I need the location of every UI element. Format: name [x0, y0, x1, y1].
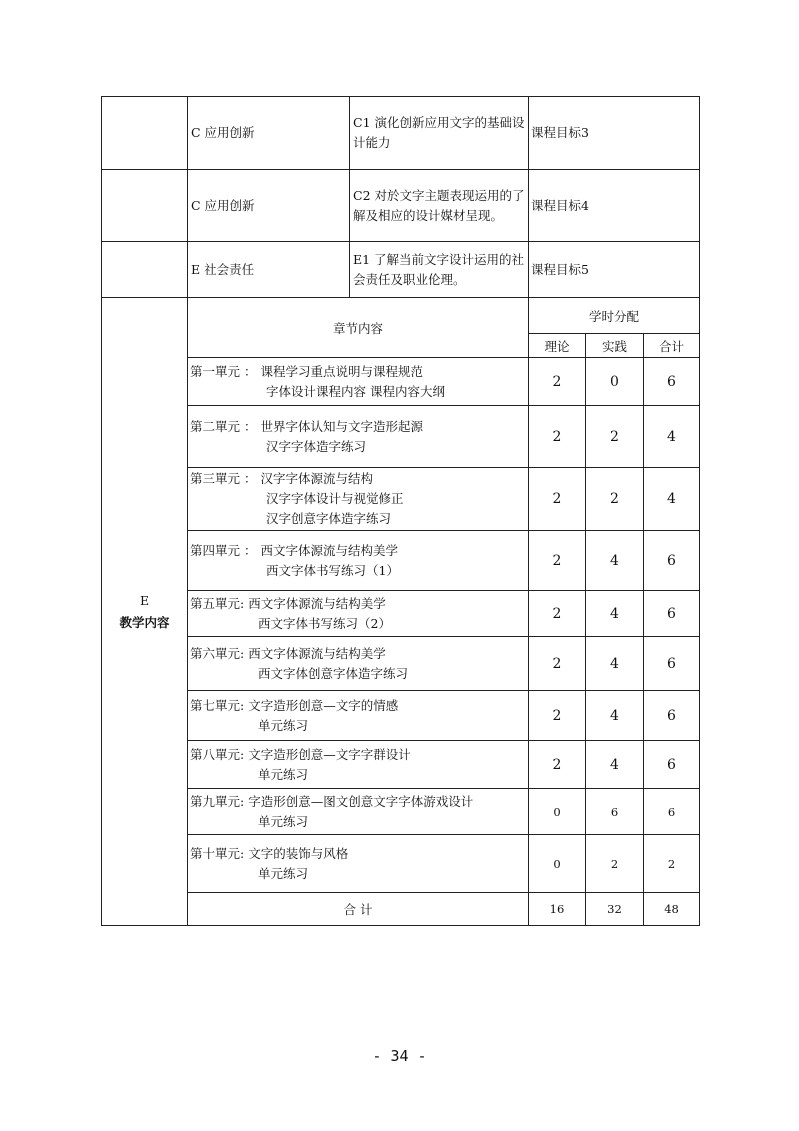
unit-total-hours: 6	[644, 637, 700, 691]
unit-title-line	[190, 844, 528, 864]
chapter-header: 章节内容	[188, 298, 529, 358]
section-code: E	[139, 592, 150, 608]
unit-line: 汉字字体造字练习	[266, 438, 367, 454]
blank-cell	[102, 97, 188, 170]
unit-content-cell	[188, 789, 529, 835]
unit-prefix: 第六單元:	[190, 645, 249, 661]
unit-theory-hours: 2	[529, 531, 586, 591]
content-header-row	[102, 298, 700, 334]
unit-theory-hours: 2	[529, 591, 586, 637]
unit-practice-hours: 4	[586, 637, 644, 691]
unit-title-line	[190, 792, 528, 812]
page-number: - 34 -	[372, 1047, 427, 1065]
practice-header: 实践	[586, 334, 644, 358]
unit-line: 西文字体书写练习（2）	[258, 615, 391, 631]
unit-total-hours: 6	[644, 531, 700, 591]
blank-cell	[102, 242, 188, 298]
indicator-cell: E1 了解当前文字设计运用的社会责任及职业伦理。	[350, 242, 529, 298]
unit-row	[102, 741, 700, 789]
unit-total-hours: 6	[644, 591, 700, 637]
unit-content-cell	[188, 358, 529, 406]
unit-content-cell	[188, 406, 529, 468]
unit-content-cell	[188, 741, 529, 789]
totals-practice: 32	[586, 893, 644, 926]
unit-title-line	[190, 644, 528, 664]
unit-theory-hours: 0	[529, 789, 586, 835]
category-cell: C 应用创新	[188, 170, 350, 242]
unit-line: 单元练习	[258, 766, 309, 782]
unit-title-line	[190, 362, 528, 382]
unit-title-line	[190, 541, 528, 561]
unit-practice-hours: 6	[586, 789, 644, 835]
totals-total: 48	[644, 893, 700, 926]
unit-line: 西文字体源流与结构美学	[248, 645, 386, 661]
category-cell: E 社会责任	[188, 242, 350, 298]
unit-row	[102, 691, 700, 741]
unit-title-line	[190, 417, 528, 437]
unit-theory-hours: 2	[529, 468, 586, 531]
unit-row	[102, 358, 700, 406]
indicator-cell: C1 演化创新应用文字的基础设计能力	[350, 97, 529, 170]
unit-row	[102, 835, 700, 893]
blank-cell	[102, 170, 188, 242]
unit-line: 文字造形创意—文字的情感	[248, 697, 399, 713]
theory-header: 理论	[529, 334, 586, 358]
totals-row	[102, 893, 700, 926]
unit-practice-hours: 4	[586, 531, 644, 591]
unit-total-hours: 6	[644, 691, 700, 741]
unit-line: 西文字体创意字体造字练习	[258, 665, 409, 681]
goal-cell: 课程目标4	[529, 170, 700, 242]
total-header: 合计	[644, 334, 700, 358]
unit-practice-hours: 2	[586, 468, 644, 531]
unit-row	[102, 406, 700, 468]
section-label: 教学内容	[119, 614, 170, 630]
unit-line: 文字的装饰与风格	[248, 845, 349, 861]
unit-practice-hours: 4	[586, 741, 644, 789]
unit-practice-hours: 4	[586, 691, 644, 741]
unit-line: 西文字体书写练习（1）	[266, 562, 399, 578]
unit-theory-hours: 2	[529, 406, 586, 468]
unit-prefix: 第十單元:	[190, 845, 249, 861]
unit-line: 单元练习	[258, 717, 309, 733]
unit-line: 世界字体认知与文字造形起源	[260, 418, 423, 434]
unit-line: 西文字体源流与结构美学	[248, 595, 386, 611]
unit-title-line	[190, 469, 528, 489]
unit-content-cell	[188, 468, 529, 531]
unit-title-line	[190, 696, 528, 716]
unit-prefix: 第五單元:	[190, 595, 249, 611]
unit-content-cell	[188, 637, 529, 691]
unit-row	[102, 637, 700, 691]
totals-label: 合 计	[188, 893, 529, 926]
unit-row	[102, 789, 700, 835]
unit-content-cell	[188, 835, 529, 893]
unit-title-line	[190, 594, 528, 614]
course-table	[101, 96, 700, 926]
unit-title-line	[190, 745, 528, 765]
unit-prefix: 第八單元:	[190, 746, 249, 762]
unit-prefix: 第九單元:	[190, 793, 249, 809]
unit-total-hours: 6	[644, 789, 700, 835]
unit-practice-hours: 2	[586, 835, 644, 893]
unit-theory-hours: 2	[529, 358, 586, 406]
unit-total-hours: 6	[644, 741, 700, 789]
unit-practice-hours: 2	[586, 406, 644, 468]
unit-practice-hours: 4	[586, 591, 644, 637]
category-cell: C 应用创新	[188, 97, 350, 170]
unit-content-cell	[188, 591, 529, 637]
unit-row	[102, 591, 700, 637]
indicator-cell: C2 对於文字主题表现运用的了解及相应的设计媒材呈现。	[350, 170, 529, 242]
unit-line: 西文字体源流与结构美学	[260, 542, 398, 558]
unit-theory-hours: 2	[529, 741, 586, 789]
unit-line: 字体设计课程内容 课程内容大纲	[266, 383, 445, 399]
unit-content-cell	[188, 691, 529, 741]
goal-cell: 课程目标5	[529, 242, 700, 298]
unit-prefix: 第二單元 ：	[190, 418, 261, 434]
unit-practice-hours: 0	[586, 358, 644, 406]
unit-theory-hours: 2	[529, 637, 586, 691]
goal-cell: 课程目标3	[529, 97, 700, 170]
unit-row	[102, 468, 700, 531]
unit-line: 汉字字体设计与视觉修正	[266, 491, 404, 506]
unit-prefix: 第七單元:	[190, 697, 249, 713]
unit-theory-hours: 0	[529, 835, 586, 893]
unit-line: 字造形创意—图文创意文字字体游戏设计	[248, 793, 474, 809]
unit-total-hours: 6	[644, 358, 700, 406]
objective-row	[102, 170, 700, 242]
unit-line: 单元练习	[258, 865, 309, 881]
unit-line: 单元练习	[258, 813, 309, 829]
unit-line: 课程学习重点说明与课程规范	[260, 363, 423, 379]
unit-content-cell	[188, 531, 529, 591]
hours-header: 学时分配	[529, 298, 700, 334]
objective-row	[102, 97, 700, 170]
totals-theory: 16	[529, 893, 586, 926]
unit-total-hours: 4	[644, 406, 700, 468]
unit-total-hours: 4	[644, 468, 700, 531]
objective-row	[102, 242, 700, 298]
unit-prefix: 第一單元 ：	[190, 363, 261, 379]
unit-prefix: 第三單元 ：	[190, 471, 261, 486]
unit-line: 文字造形创意—文字字群设计	[248, 746, 411, 762]
unit-total-hours: 2	[644, 835, 700, 893]
unit-line: 汉字字体源流与结构	[260, 471, 373, 486]
unit-prefix: 第四單元 ：	[190, 542, 261, 558]
unit-row	[102, 531, 700, 591]
unit-theory-hours: 2	[529, 691, 586, 741]
unit-line: 汉字创意字体造字练习	[266, 511, 392, 526]
section-label-cell	[102, 298, 188, 926]
